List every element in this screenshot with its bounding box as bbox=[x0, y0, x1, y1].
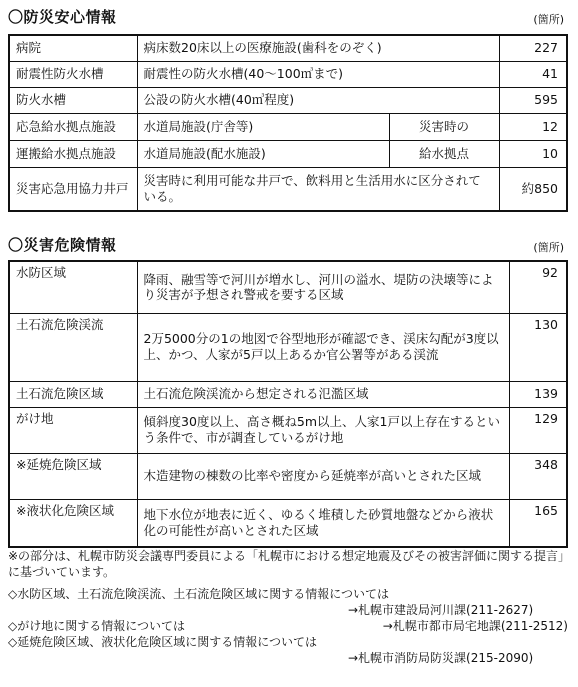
notes bbox=[8, 548, 568, 666]
row-count: 129 bbox=[509, 407, 567, 453]
table-row bbox=[9, 499, 567, 547]
row-desc: 土石流危険渓流から想定される氾濫区域 bbox=[137, 381, 509, 407]
row-desc: 地下水位が地表に近く、ゆるく堆積した砂質地盤などから液状化の可能性が高いとされた区域 bbox=[137, 499, 509, 547]
row-name: 耐震性防火水槽 bbox=[9, 61, 137, 87]
contact-1-dest: →札幌市建設局河川課(211-2627) bbox=[348, 603, 534, 617]
row-count: 595 bbox=[499, 87, 567, 113]
kiken-section-header bbox=[8, 236, 564, 255]
bousai-section-header bbox=[8, 8, 564, 27]
kiken-unit: (箇所) bbox=[533, 241, 564, 254]
kiken-title: 〇災害危険情報 bbox=[8, 236, 117, 254]
row-count: 41 bbox=[499, 61, 567, 87]
table-row bbox=[9, 35, 567, 61]
row-name: ※液状化危険区域 bbox=[9, 499, 137, 547]
row-name: 災害応急用協力井戸 bbox=[9, 167, 137, 211]
table-row bbox=[9, 407, 567, 453]
row-desc: 傾斜度30度以上、高さ概ね5m以上、人家1戸以上存在するという条件で、市が調査しているがけ地 bbox=[137, 407, 509, 453]
row-count: 130 bbox=[509, 313, 567, 381]
row-count: 139 bbox=[509, 381, 567, 407]
row-name: 応急給水拠点施設 bbox=[9, 113, 137, 140]
row-name: がけ地 bbox=[9, 407, 137, 453]
merged-label-top: 災害時の bbox=[389, 113, 499, 140]
row-desc: 水道局施設(配水施設) bbox=[137, 140, 389, 167]
contact-3-text: ◇延焼危険区域、液状化危険区域に関する情報については bbox=[8, 635, 317, 649]
table-row bbox=[9, 113, 567, 140]
bousai-table bbox=[8, 34, 568, 212]
row-name: 土石流危険渓流 bbox=[9, 313, 137, 381]
merged-label-bottom: 給水拠点 bbox=[389, 140, 499, 167]
table-row bbox=[9, 453, 567, 499]
row-count: 10 bbox=[499, 140, 567, 167]
table-row bbox=[9, 87, 567, 113]
row-desc: 降雨、融雪等で河川が増水し、河川の溢水、堤防の決壊等により災害が予想され警戒を要する区域 bbox=[137, 261, 509, 313]
row-count: 約850 bbox=[499, 167, 567, 211]
contact-1-text: ◇水防区域、土石流危険渓流、土石流危険区域に関する情報については bbox=[8, 587, 389, 601]
row-count: 12 bbox=[499, 113, 567, 140]
row-count: 165 bbox=[509, 499, 567, 547]
row-desc: 耐震性の防火水槽(40～100㎥まで) bbox=[137, 61, 499, 87]
bousai-unit: (箇所) bbox=[533, 13, 564, 26]
row-count: 92 bbox=[509, 261, 567, 313]
row-name: 水防区域 bbox=[9, 261, 137, 313]
table-row bbox=[9, 261, 567, 313]
row-desc: 病床数20床以上の医療施設(歯科をのぞく) bbox=[137, 35, 499, 61]
table-row bbox=[9, 381, 567, 407]
asterisk-note: ※の部分は、札幌市防災会議専門委員による「札幌市における想定地震及びその被害評価に関する提言」に基づいています。 bbox=[8, 549, 565, 579]
row-desc: 災害時に利用可能な井戸で、飲料用と生活用水に区分されている。 bbox=[137, 167, 499, 211]
contact-3-dest: →札幌市消防局防災課(215-2090) bbox=[348, 651, 534, 665]
row-name: 病院 bbox=[9, 35, 137, 61]
row-count: 227 bbox=[499, 35, 567, 61]
row-name: 土石流危険区域 bbox=[9, 381, 137, 407]
contact-2-text: ◇がけ地に関する情報については bbox=[8, 619, 185, 633]
row-desc: 公設の防火水槽(40㎥程度) bbox=[137, 87, 499, 113]
bousai-title: 〇防災安心情報 bbox=[8, 8, 117, 26]
table-row bbox=[9, 140, 567, 167]
table-row bbox=[9, 61, 567, 87]
table-row bbox=[9, 167, 567, 211]
row-name: ※延焼危険区域 bbox=[9, 453, 137, 499]
contact-2 bbox=[8, 618, 568, 634]
row-desc: 水道局施設(庁舎等) bbox=[137, 113, 389, 140]
row-name: 防火水槽 bbox=[9, 87, 137, 113]
row-desc: 2万5000分の1の地図で谷型地形が確認でき、渓床勾配が3度以上、かつ、人家が5戸以上あるか官公署等がある渓流 bbox=[137, 313, 509, 381]
row-desc: 木造建物の棟数の比率や密度から延焼率が高いとされた区域 bbox=[137, 453, 509, 499]
row-count: 348 bbox=[509, 453, 567, 499]
table-row bbox=[9, 313, 567, 381]
kiken-table bbox=[8, 260, 568, 548]
contact-2-dest: →札幌市都市局宅地課(211-2512) bbox=[382, 619, 568, 633]
row-name: 運搬給水拠点施設 bbox=[9, 140, 137, 167]
